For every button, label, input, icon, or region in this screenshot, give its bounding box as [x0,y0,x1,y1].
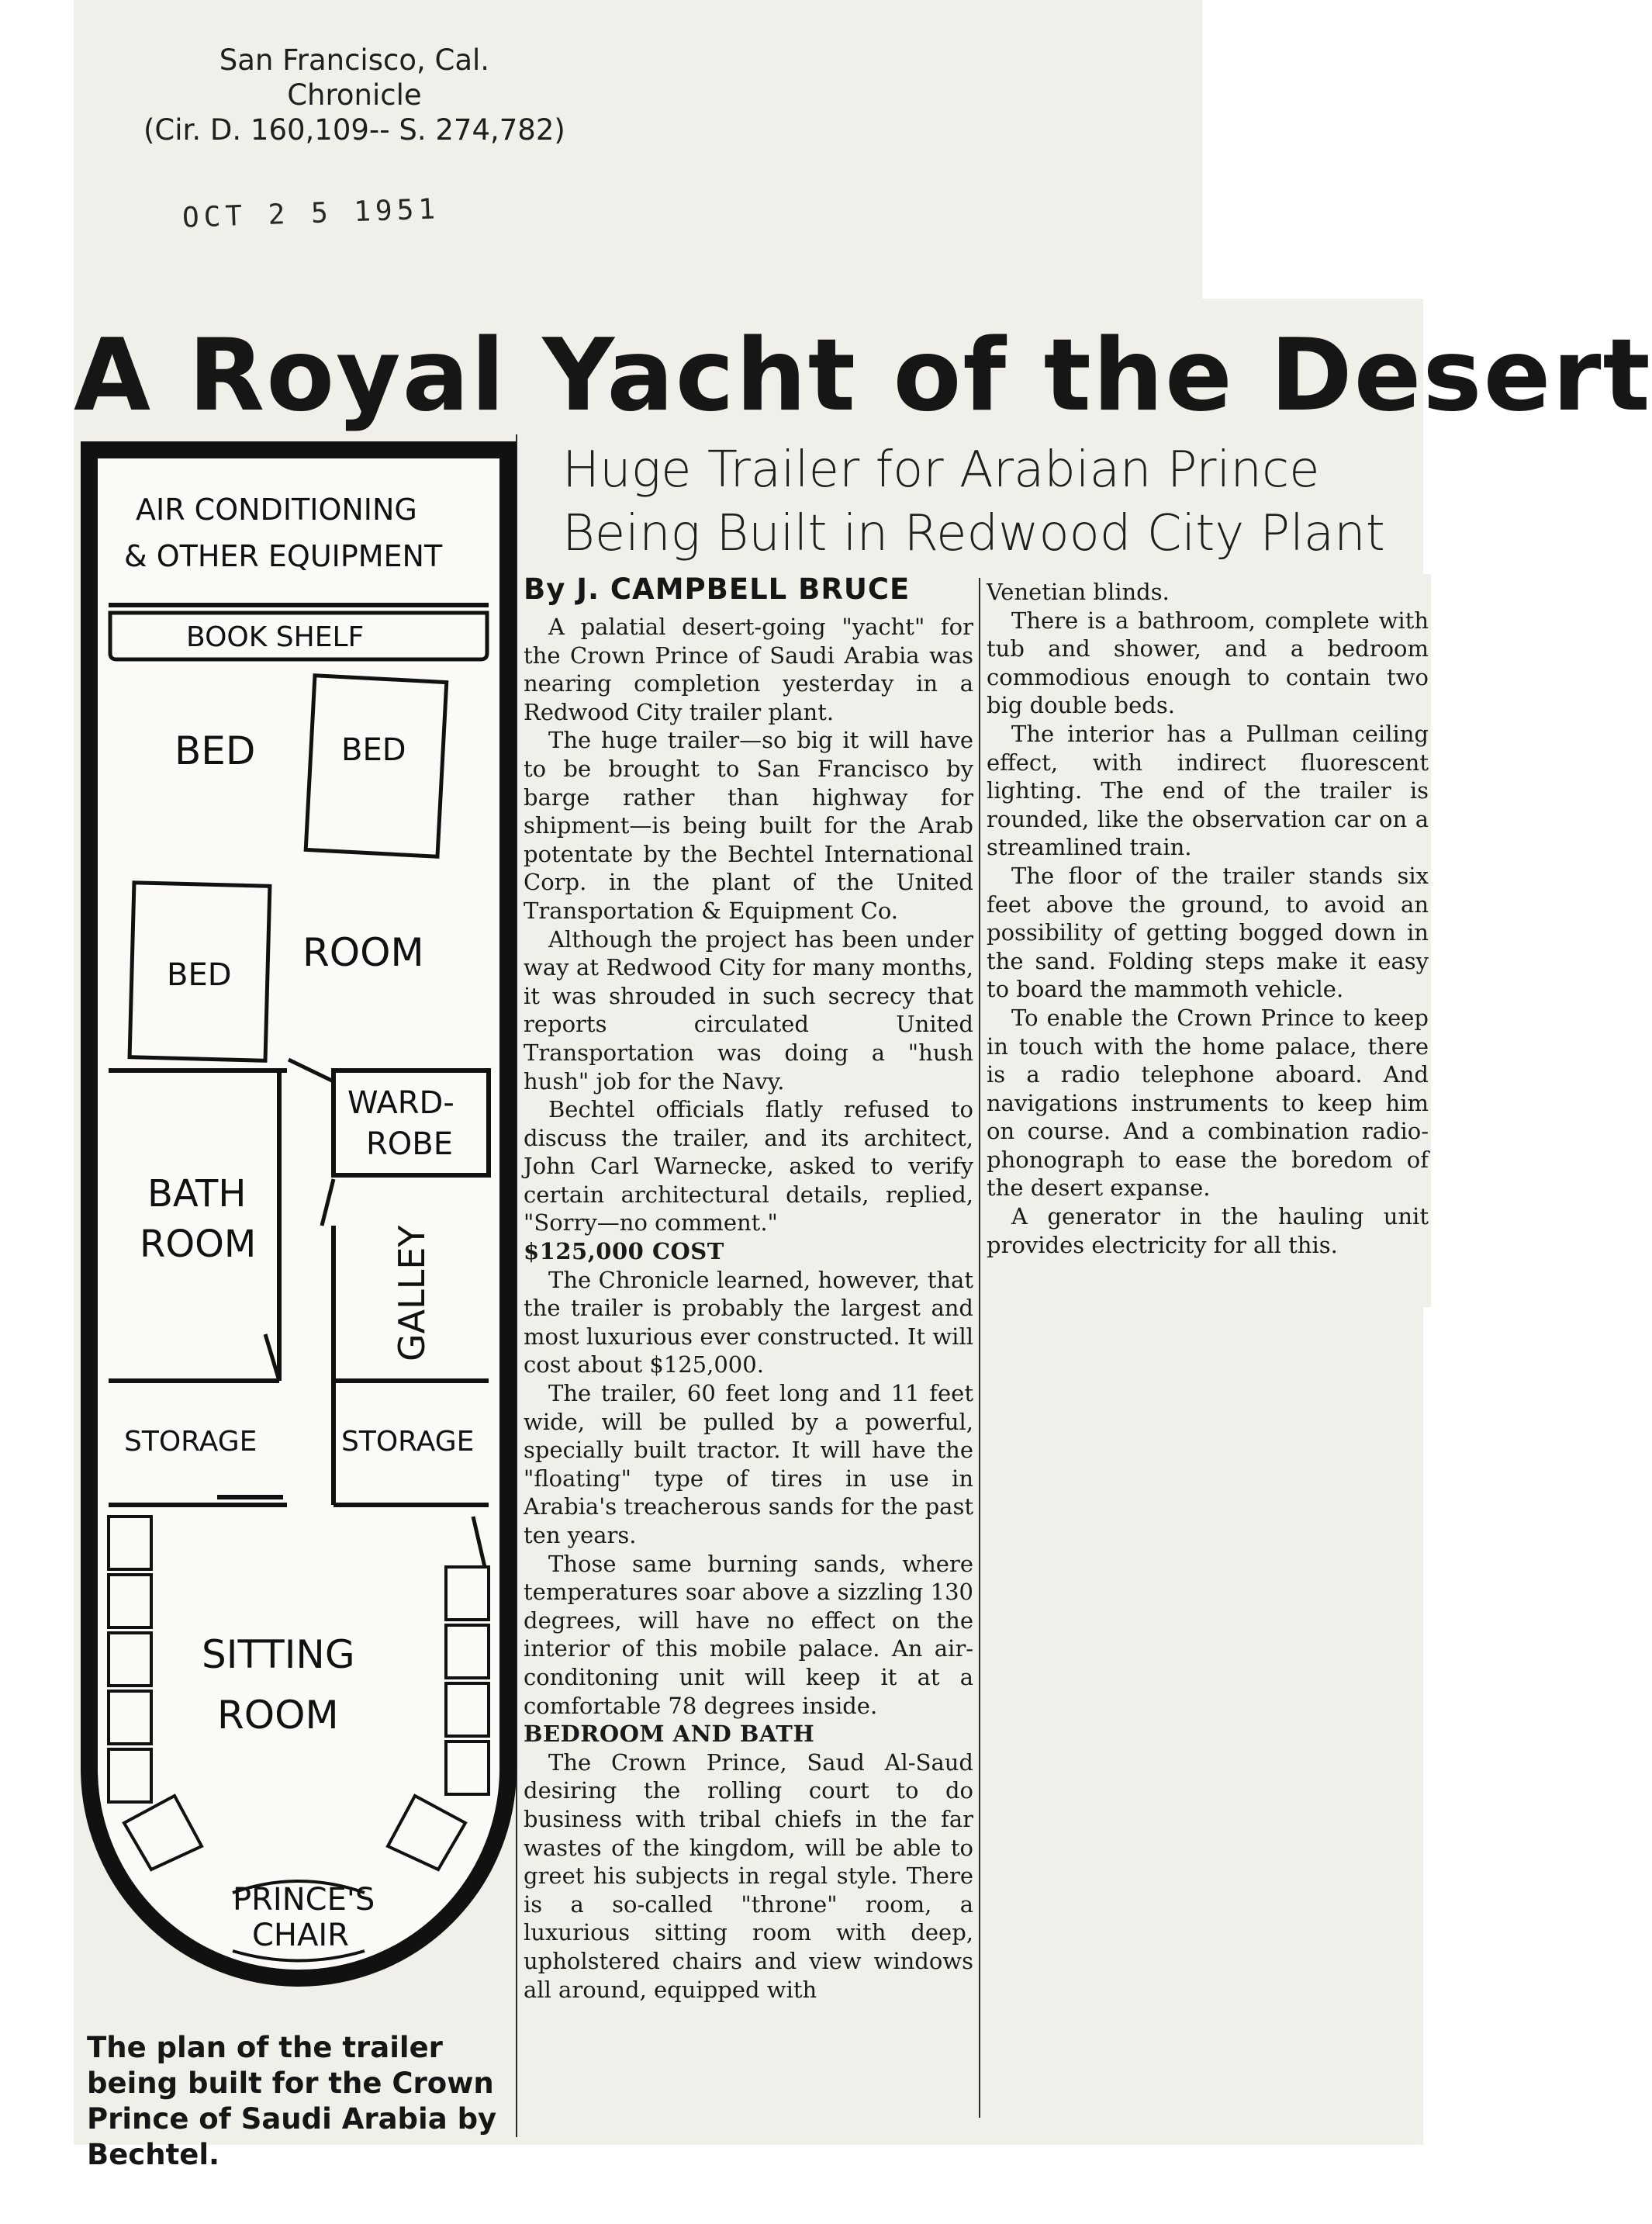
label-air-conditioning: AIR CONDITIONING [136,493,417,527]
source-name: Chronicle [287,78,422,112]
source-stamp [143,43,565,147]
plan-caption: The plan of the trailer being built for the Crown Prince of Saudi Arabia by Bechtel. [87,2031,497,2171]
article-column-2 [987,578,1429,1259]
paragraph: A palatial desert-going "yacht" for the Crown Prince of Saudi Arabia was nearing completion yesterday in a Redwood City trailer plant. [524,614,973,725]
paragraph: A generator in the hauling unit provides electricity for all this. [987,1203,1429,1258]
label-bath-2: ROOM [140,1223,257,1266]
byline: By J. CAMPBELL BRUCE [524,572,911,606]
paragraph: Those same burning sands, where temperatures soar above a sizzling 130 degrees, will have no effect on the interior of this mobile palace. An air-conditoning unit will keep it at a comfortable 78 degrees inside. [524,1550,973,1719]
paragraph-continued: Venetian blinds. [987,579,1170,605]
date-stamp: OCT 2 5 1951 [181,193,441,234]
paragraph: The Chronicle learned, however, that the trailer is probably the largest and most luxurious ever constructed. It will cost about $125,000. [524,1266,973,1378]
label-princes-chair-1: PRINCE'S [233,1882,375,1918]
label-book-shelf: BOOK SHELF [186,621,365,653]
label-bed-lower: BED [167,957,232,993]
subheadline-line-1: Huge Trailer for Arabian Prince [562,441,1320,499]
paragraph: There is a bathroom, complete with tub and shower, and a bedroom commodious enough to contain two big double beds. [987,607,1429,719]
column-rule-middle [979,578,980,2118]
label-wardrobe-1: WARD- [347,1085,454,1121]
label-sitting-1: SITTING [202,1632,355,1677]
label-storage-left: STORAGE [124,1426,257,1458]
subheadline-line-2: Being Built in Redwood City Plant [562,505,1385,562]
article-column-1 [524,613,973,2004]
label-princes-chair-2: CHAIR [252,1918,349,1953]
label-wardrobe-2: ROBE [366,1126,453,1162]
subheadline [562,438,1454,566]
label-sitting-2: ROOM [217,1693,339,1738]
label-storage-right: STORAGE [341,1426,475,1458]
label-bed-right: BED [341,732,406,768]
section-heading-cost: $125,000 COST [524,1238,724,1265]
source-circulation: (Cir. D. 160,109-- S. 274,782) [143,113,565,147]
paragraph: The floor of the trailer stands six feet above the ground, to avoid an possibility of getting bogged down in the sand. Folding steps make it easy to board the mammoth vehicle. [987,862,1429,1003]
label-galley: GALLEY [391,1225,433,1361]
section-heading-bedroom-and-bath: BEDROOM AND BATH [524,1721,815,1748]
paragraph: The Crown Prince, Saud Al-Saud desiring the rolling court to do business with tribal chiefs in the far wastes of the kingdom, will be able to greet his subjects in regal style. There is a so-called "throne" room, a luxurious sitting room with deep, upholstered chairs and view windows all around, equipped with [524,1748,973,2003]
trailer-floor-plan [78,450,512,2025]
paragraph: The huge trailer—so big it will have to be brought to San Francisco by barge rather than highway for shipment—is being built for the Arab potentate by the Bechtel International Corp. in the plant of the United Transportation & Equipment Co. [524,727,973,924]
label-bed-left: BED [175,728,256,773]
headline: A Royal Yacht of the Desert [74,318,1652,434]
paragraph: Bechtel officials flatly refused to discuss the trailer, and its architect, John Carl Warnecke, asked to verify certain architectural details, replied, "Sorry—no comment." [524,1096,973,1237]
paragraph: Although the project has been under way at Redwood City for many months, it was shrouded in such secrecy that reports circulated United Transportation was doing a "hush hush" job for the Navy. [524,925,973,1095]
label-bath-1: BATH [147,1172,247,1216]
source-paper: San Francisco, Cal. [219,43,490,77]
paragraph: To enable the Crown Prince to keep in touch with the home palace, there is a radio telephone aboard. And navigations instruments to keep him on course. And a combination radio-phonograph to ease the boredom of the desert expanse. [987,1004,1429,1202]
label-bedroom: ROOM [302,930,424,975]
paragraph: The trailer, 60 feet long and 11 feet wide, will be pulled by a powerful, specially built tractor. It will have the "floating" type of tires in use in Arabia's treacherous sands for the past ten years. [524,1380,973,1548]
paragraph: The interior has a Pullman ceiling effect, with indirect fluorescent lighting. The end of the trailer is rounded, like the observation car on a streamlined train. [987,720,1429,861]
label-other-equipment: & OTHER EQUIPMENT [124,539,443,573]
